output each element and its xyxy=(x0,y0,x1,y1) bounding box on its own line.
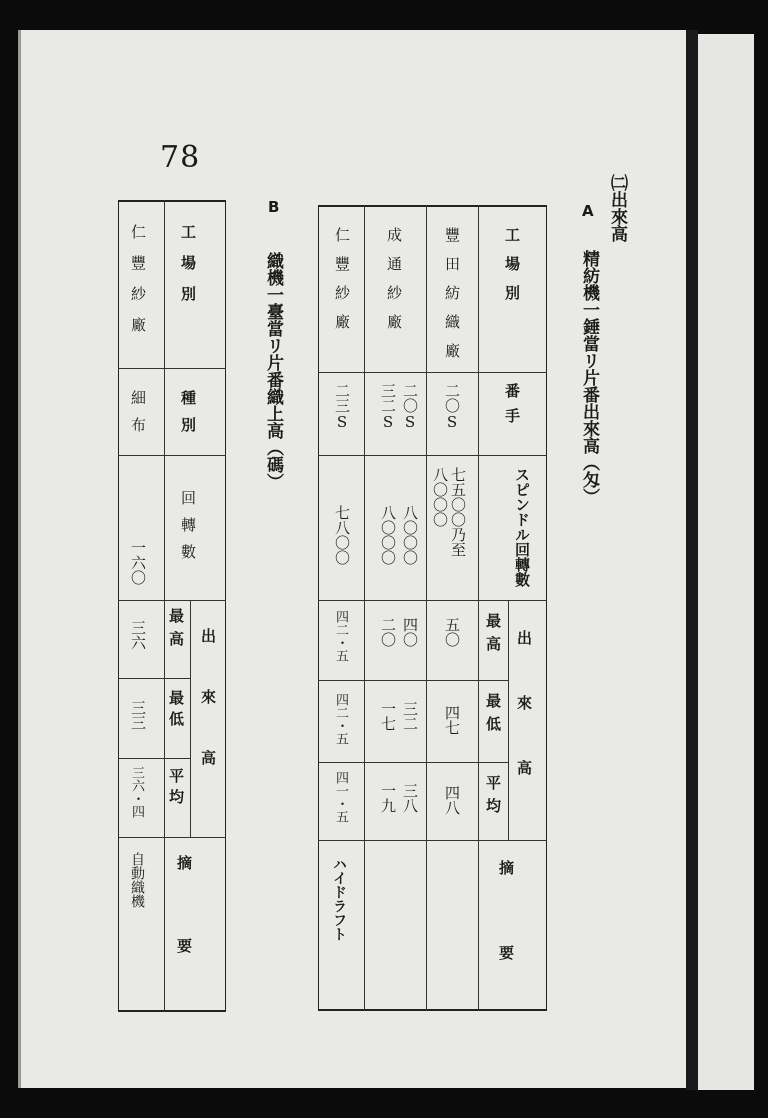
row2-count-a: 二〇S xyxy=(401,383,419,431)
header-spindle-rpm: スピンドル回轉數 xyxy=(513,467,531,587)
row2-count-b: 三二S xyxy=(379,383,397,431)
row2-min-a: 三二 xyxy=(401,701,419,731)
row1-avg: 四八 xyxy=(443,785,461,815)
section-b-label: B xyxy=(268,198,280,216)
b-row1-rpm: 一六〇 xyxy=(129,540,147,585)
b-header-factory: 工場別 xyxy=(179,224,197,317)
b-header-remarks: 摘要 xyxy=(175,855,193,1021)
b-header-min: 最低 xyxy=(167,690,185,732)
header-remarks: 摘要 xyxy=(497,860,515,1030)
row1-rpm-a: 七五〇〇乃至 xyxy=(449,467,467,557)
row1-rpm-b: 八〇〇〇 xyxy=(431,467,449,527)
section-b-title: 織機一臺當リ片番織上高（碼） xyxy=(263,252,283,490)
row2-max-a: 四〇 xyxy=(401,617,419,647)
row3-count: 二三S xyxy=(333,383,351,431)
b-row1-factory: 仁豐紗廠 xyxy=(129,224,147,348)
b-header-avg: 平均 xyxy=(167,768,185,810)
facing-page-edge xyxy=(698,34,754,1090)
header-min: 最低 xyxy=(484,693,502,739)
b-row1-kind: 細布 xyxy=(129,390,147,444)
row1-max: 五〇 xyxy=(443,617,461,647)
table-a xyxy=(318,205,547,1030)
row2-factory: 成通紗廠 xyxy=(385,227,403,343)
row3-max: 四二・五 xyxy=(333,610,348,662)
row2-min-b: 一七 xyxy=(379,701,397,731)
row2-avg-a: 三八 xyxy=(401,783,419,813)
table-b xyxy=(118,200,226,1021)
header-max: 最高 xyxy=(484,613,502,659)
row3-remarks: ハイドラフト xyxy=(331,857,347,941)
b-row1-max: 三六 xyxy=(129,620,147,650)
book-spine xyxy=(686,30,698,1090)
row1-factory: 豐田紡織廠 xyxy=(443,227,461,372)
row3-avg: 四一・五 xyxy=(333,771,348,823)
row1-min: 四七 xyxy=(443,705,461,735)
row1-count: 二〇S xyxy=(443,383,461,431)
section-a-title: 精紡機一錘當リ片番出來高（匁） xyxy=(579,250,599,505)
b-header-max: 最高 xyxy=(167,608,185,654)
section-a-label: A xyxy=(582,202,594,220)
b-row1-avg: 三六・四 xyxy=(129,766,144,818)
header-factory: 工場別 xyxy=(503,227,521,314)
b-header-kind: 種別 xyxy=(179,390,197,444)
b-header-rpm: 回轉數 xyxy=(179,490,197,571)
row3-min: 四二・五 xyxy=(333,693,348,745)
b-row1-min: 三三 xyxy=(129,700,147,730)
row2-max-b: 二〇 xyxy=(379,617,397,647)
row2-avg-b: 一九 xyxy=(379,783,397,813)
page-number: 78 xyxy=(160,140,201,175)
b-header-output: 出來高 xyxy=(199,628,217,811)
header-output: 出來高 xyxy=(515,630,533,825)
row3-rpm: 七八〇〇 xyxy=(333,505,351,565)
section-title: ㈡出來高 xyxy=(607,174,627,242)
header-count: 番手 xyxy=(503,383,521,433)
row2-rpm-a: 八〇〇〇 xyxy=(401,505,419,565)
row2-rpm-b: 八〇〇〇 xyxy=(379,505,397,565)
header-avg: 平均 xyxy=(484,775,502,821)
b-row1-remarks: 自動織機 xyxy=(129,852,145,908)
row3-factory: 仁豐紗廠 xyxy=(333,227,351,343)
